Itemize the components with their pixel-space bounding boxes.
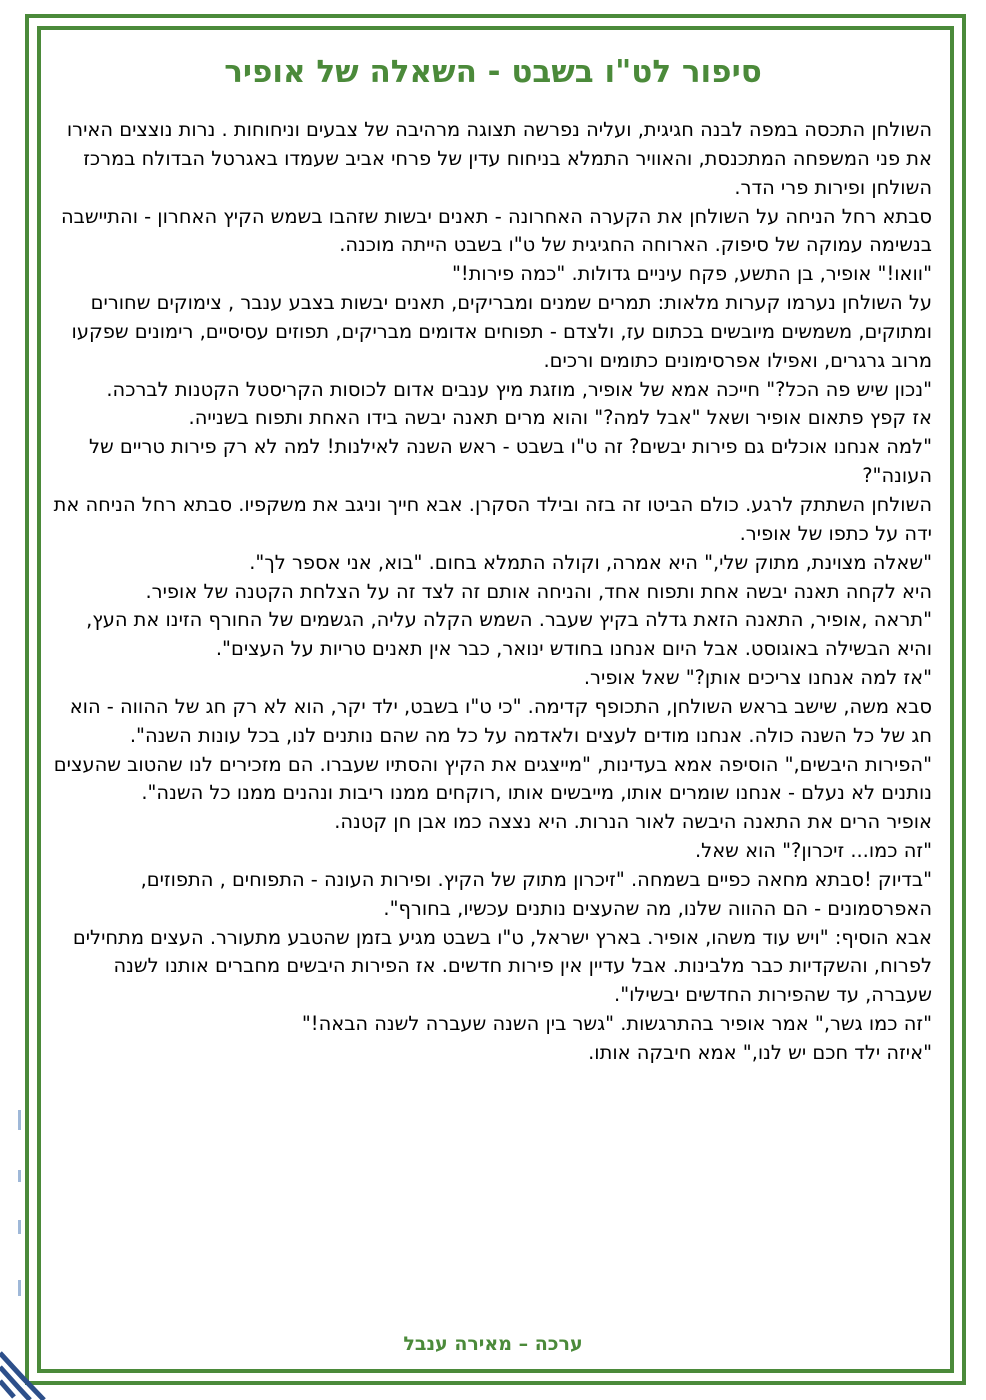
paragraph: "וואו!" אופיר, בן התשע, פקח עיניים גדולות. "כמה פירות!" — [452, 262, 932, 286]
paragraph: על השולחן נערמו קערות מלאות: תמרים שמנים ומבריקים, תאנים יבשות בצבע ענבר , צימוקים שחורים ומתוקים, משמשים מיובשים בכתום עז, ולצדם - תפוחים אדומים מבריקים, תפוזים עסיסיים, רימונים שפקעו מרוב גרגרים, ואפילו אפרסימונים כתומים ורכים. — [71, 291, 932, 372]
paragraph: השולחן השתתק לרגע. כולם הביטו זה בזה ובילד הסקרן. אבא חייך וניגב את משקפיו. סבתא רחל הניחה את ידה על כתפו של אופיר. — [53, 492, 932, 545]
corner-chevron-decoration — [0, 1345, 50, 1400]
paragraph: "שאלה מצוינת, מתוק שלי," היא אמרה, וקולה התמלא בחום. "בוא, אני אספר לך". — [249, 550, 932, 574]
paragraph: "תראה ,אופיר, התאנה הזאת גדלה בקיץ שעבר. השמש הקלה עליה, הגשמים של החורף הזינו את העץ, והיא הבשילה באוגוסט. אבל היום אנחנו בחודש ינואר, כבר אין תאנים טריות על העצים". — [86, 608, 932, 661]
story-body — [52, 116, 932, 1068]
paragraph: "אז למה אנחנו צריכים אותן?" שאל אופיר. — [583, 666, 932, 690]
paragraph: "בדיוק !סבתא מחאה כפיים בשמחה. "זיכרון מתוק של הקיץ. ופירות העונה - התפוחים , התפוזים, האפרסמונים - הם ההווה שלנו, מה שהעצים נותנים עכשיו, בחורף". — [140, 867, 932, 920]
paragraph: "איזה ילד חכם יש לנו," אמא חיבקה אותו. — [588, 1041, 932, 1064]
paragraph: "נכון שיש פה הכל?" חייכה אמא של אופיר, מוזגת מיץ ענבים אדום לכוסות הקריסטל הקטנות לברכה. — [106, 377, 932, 401]
paragraph: אופיר הרים את התאנה היבשה לאור הנרות. היא נצצה כמו אבן חן קטנה. — [334, 810, 932, 834]
paragraph: אבא הוסיף: "ויש עוד משהו, אופיר. בארץ ישראל, ט"ו בשבט מגיע בזמן שהטבע מתעורר. העצים מתחילים לפרוח, והשקדיות כבר מלבינות. אבל עדיין אין פירות חדשים. אז הפירות היבשים מחברים אותנו לשנה שעברה, עד שהפירות החדשים יבשילו". — [72, 925, 932, 1007]
side-decoration — [15, 1110, 25, 1330]
paragraph: "הפירות היבשים," הוסיפה אמא בעדינות, "מייצגים את הקיץ והסתיו שעברו. הם מזכירים לנו שהטוב שהעצים נותנים לא נעלם - אנחנו שומרים אותו, מייבשים אותו ,רוקחים ממנו ריבות ונהנים ממנו כל השנה". — [53, 752, 932, 805]
paragraph: "למה אנחנו אוכלים גם פירות יבשים? זה ט"ו בשבט - ראש השנה לאילנות! למה לא רק פירות טריים של העונה"? — [88, 435, 932, 488]
story-title: סיפור לט"ו בשבט - השאלה של אופיר — [224, 54, 762, 90]
paragraph: אז קפץ פתאום אופיר ושאל "אבל למה?" והוא מרים תאנה יבשה בידו האחת ותפוח בשנייה. — [188, 406, 932, 430]
paragraph: "זה כמו... זיכרון?" הוא שאל. — [695, 839, 932, 863]
author-credit: ערכה – מאירה ענבל — [403, 1333, 583, 1355]
paragraph: סבתא רחל הניחה על השולחן את הקערה האחרונה - תאנים יבשות שזהבו בשמש הקיץ האחרון - והתיישבה בנשימה עמוקה של סיפוק. הארוחה החגיגית של ט"ו בשבט הייתה מוכנה. — [61, 204, 932, 257]
paragraph: סבא משה, שישב בראש השולחן, התכופף קדימה. "כי ט"ו בשבט, ילד יקר, הוא לא רק חג של ההווה - הוא חג של כל השנה כולה. אנחנו מודים לעצים ולאדמה על כל מה שהם נותנים לנו, בכל עונות השנה". — [69, 694, 932, 747]
paragraph: היא לקחה תאנה יבשה אחת ותפוח אחד, והניחה אותם זה לצד זה על הצלחת הקטנה של אופיר. — [145, 579, 932, 603]
paragraph: השולחן התכסה במפה לבנה חגיגית, ועליה נפרשה תצוגה מרהיבה של צבעים וניחוחות . נרות נוצצים האירו את פני המשפחה המתכנסת, והאוויר התמלא בניחוח עדין של פרחי אביב שעמדו באגרטל הבדולח במרכז השולחן ופירות פרי הדר. — [66, 118, 932, 199]
paragraph: "זה כמו גשר," אמר אופיר בהתרגשות. "גשר בין השנה שעברה לשנה הבאה!" — [301, 1012, 932, 1036]
